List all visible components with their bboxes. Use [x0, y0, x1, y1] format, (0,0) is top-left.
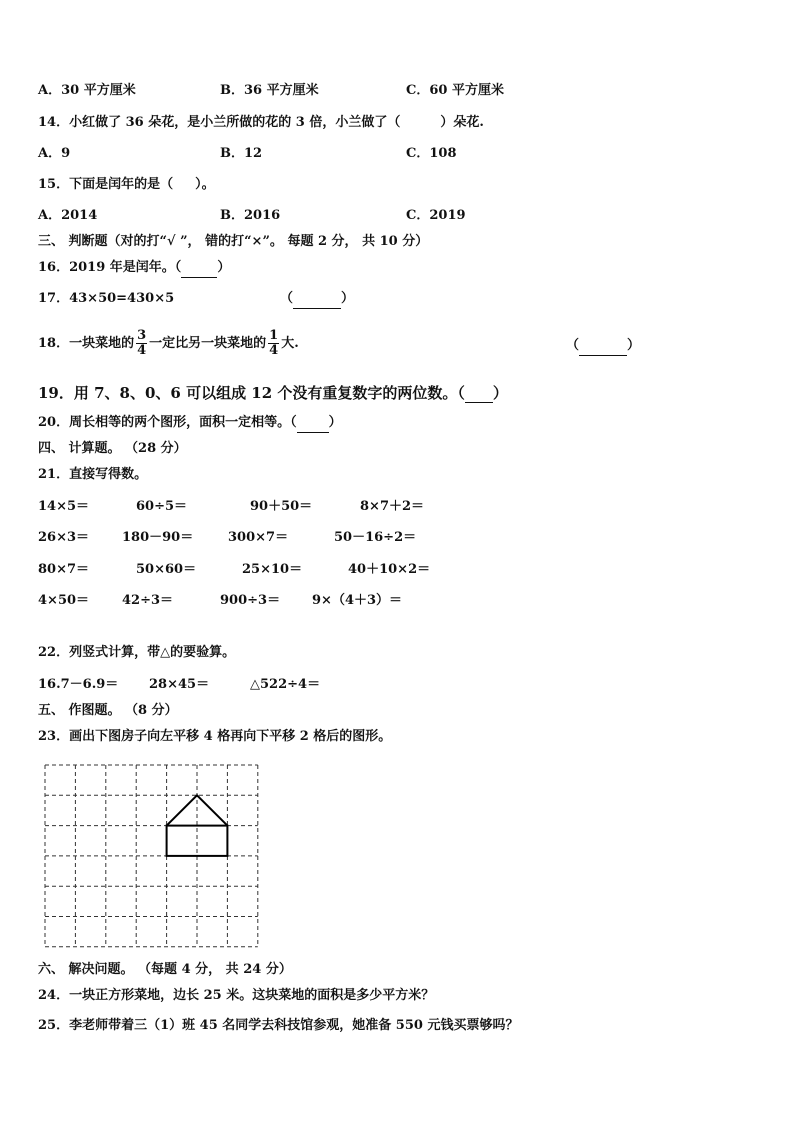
q21-cell: 4×50＝ — [38, 593, 90, 608]
q21-cell: 40＋10×2＝ — [348, 562, 431, 577]
q13-option-c: C．60 平方厘米 — [406, 83, 504, 98]
q16-text: 16．2019 年是闰年。（ — [38, 260, 182, 275]
fraction-three-quarters — [136, 329, 147, 358]
q22-item: 28×45＝ — [149, 677, 210, 692]
q18-post: 大. — [281, 336, 299, 351]
q17-answer-blank[interactable] — [293, 290, 341, 309]
q21-cell: 60÷5＝ — [136, 499, 188, 514]
q21-cell: 300×7＝ — [228, 530, 289, 545]
q19-tail: ） — [492, 384, 508, 402]
section-4-heading: 四、 计算题。 （28 分） — [38, 441, 187, 456]
q21-cell: 900÷3＝ — [220, 593, 281, 608]
q22-item: 16.7－6.9＝ — [38, 677, 119, 692]
q22-item: △522÷4＝ — [250, 677, 321, 692]
q13-option-b: B．36 平方厘米 — [220, 83, 319, 98]
q17-open: （ — [280, 291, 294, 306]
q14-tail: ）朵花. — [440, 115, 484, 130]
question-18 — [38, 326, 299, 366]
q14-option-b: B．12 — [220, 146, 263, 161]
q18-pre: 18．一块菜地的 — [38, 336, 135, 351]
q15-option-a: A．2014 — [38, 208, 98, 223]
frac2-denominator: 4 — [269, 343, 279, 358]
question-16 — [38, 259, 230, 278]
question-19 — [38, 384, 508, 403]
q21-cell: 26×3＝ — [38, 530, 90, 545]
q20-text: 20．周长相等的两个图形，面积一定相等。（ — [38, 415, 297, 430]
q21-cell: 8×7＋2＝ — [360, 499, 425, 514]
q23-text: 23．画出下图房子向左平移 4 格再向下平移 2 格后的图形。 — [38, 729, 392, 744]
q13-option-a: A．30 平方厘米 — [38, 83, 136, 98]
q21-cell: 25×10＝ — [242, 562, 303, 577]
fraction-one-quarter — [268, 329, 279, 358]
q19-answer-blank[interactable] — [465, 384, 493, 403]
q21-cell: 180－90＝ — [122, 530, 194, 545]
q21-cell: 42÷3＝ — [122, 593, 174, 608]
q16-answer-blank[interactable] — [181, 259, 217, 278]
q21-cell: 80×7＝ — [38, 562, 90, 577]
q15-tail: ）。 — [195, 177, 215, 192]
q18-open: （ — [566, 338, 580, 353]
q21-cell: 50×60＝ — [136, 562, 197, 577]
section-6-heading: 六、 解决问题。 （每题 4 分， 共 24 分） — [38, 962, 292, 977]
q15-text: 15．下面是闰年的是（ — [38, 177, 174, 192]
q25-text: 25．李老师带着三（1）班 45 名同学去科技馆参观，她准备 550 元钱买票够吗？ — [38, 1018, 519, 1033]
q14-text: 14．小红做了 36 朵花，是小兰所做的花的 3 倍，小兰做了（ — [38, 115, 401, 130]
frac1-numerator: 3 — [137, 328, 147, 343]
q20-answer-blank[interactable] — [297, 414, 329, 433]
q21-cell: 50－16÷2＝ — [334, 530, 417, 545]
q17-answer — [280, 290, 354, 309]
q14-option-a: A．9 — [38, 146, 71, 161]
section-5-heading: 五、 作图题。 （8 分） — [38, 703, 178, 718]
q18-close: ） — [627, 338, 641, 353]
q14-option-c: C．108 — [406, 146, 457, 161]
question-20 — [38, 414, 342, 433]
dotted-grid-with-house — [44, 764, 260, 950]
frac1-denominator: 4 — [137, 343, 147, 358]
q21-title: 21．直接写得数。 — [38, 467, 148, 482]
q20-tail: ） — [328, 415, 342, 430]
q17-close: ） — [341, 291, 355, 306]
q18-answer — [566, 337, 640, 356]
q16-tail: ） — [217, 260, 231, 275]
q18-answer-blank[interactable] — [579, 337, 627, 356]
q17-text: 17．43×50=430×5 — [38, 291, 175, 306]
q21-cell: 14×5＝ — [38, 499, 90, 514]
frac2-numerator: 1 — [269, 328, 279, 343]
q24-text: 24．一块正方形菜地，边长 25 米。这块菜地的面积是多少平方米？ — [38, 988, 435, 1003]
section-3-heading: 三、 判断题（对的打“√ ”， 错的打“×”。 每题 2 分， 共 10 分） — [38, 234, 429, 249]
q22-title: 22．列竖式计算，带△的要验算。 — [38, 645, 236, 660]
q18-mid: 一定比另一块菜地的 — [149, 336, 267, 351]
q15-option-c: C．2019 — [406, 208, 466, 223]
question-14 — [38, 114, 484, 132]
q21-cell: 9×（4＋3）＝ — [312, 593, 403, 608]
q15-option-b: B．2016 — [220, 208, 281, 223]
house-shape — [167, 795, 228, 856]
q19-text: 19．用 7、8、0、6 可以组成 12 个没有重复数字的两位数。（ — [38, 384, 465, 402]
question-15 — [38, 176, 215, 194]
q21-cell: 90＋50＝ — [250, 499, 313, 514]
